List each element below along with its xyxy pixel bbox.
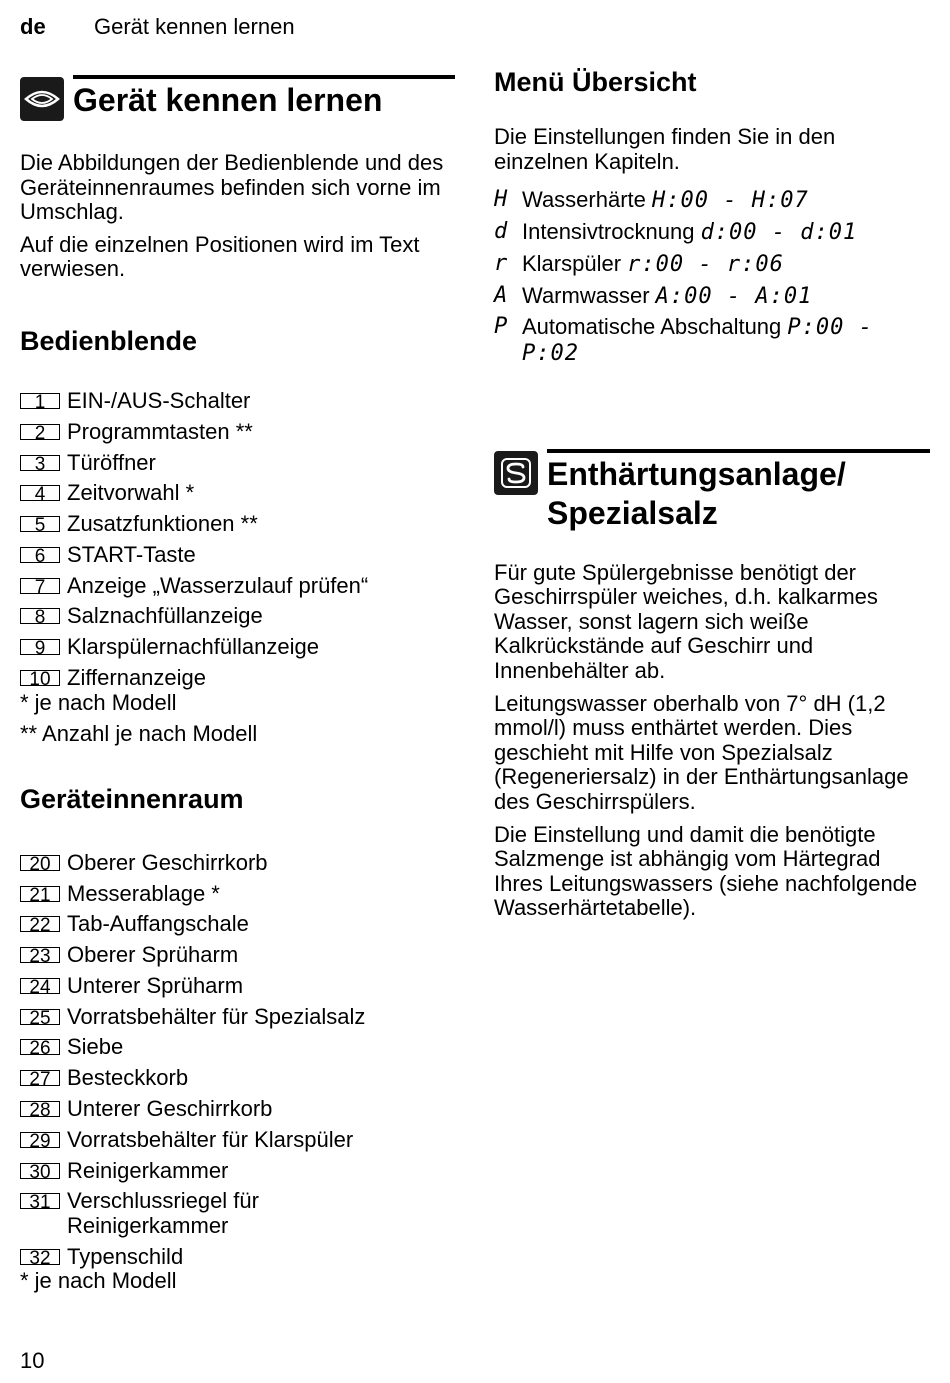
menu-list xyxy=(494,188,930,366)
footnote-model: * je nach Modell xyxy=(20,689,177,715)
menu-row-text xyxy=(522,252,784,278)
list-item xyxy=(20,451,455,476)
item-label: Türöffner xyxy=(67,449,156,475)
list-item xyxy=(20,1159,455,1184)
item-number: 5 xyxy=(20,516,60,532)
right-column xyxy=(494,66,930,929)
menu-row-warmwasser xyxy=(494,284,930,310)
list-item xyxy=(20,512,455,537)
item-label: Programmtasten ** xyxy=(67,418,253,444)
menu-row-intensivtrocknung xyxy=(494,220,930,246)
footnote-model: * je nach Modell xyxy=(20,1268,177,1294)
menu-key: H xyxy=(494,187,508,213)
menu-range: r:00 - r:06 xyxy=(627,251,784,277)
item-label: Zusatzfunktionen ** xyxy=(67,511,258,537)
item-number: 32 xyxy=(20,1249,60,1265)
item-label: Siebe xyxy=(67,1034,124,1060)
list-item xyxy=(20,974,455,999)
item-number: 2 xyxy=(20,424,60,440)
item-label: Reinigerkammer xyxy=(67,1157,229,1183)
list-item xyxy=(20,666,455,691)
list-item xyxy=(20,1128,455,1153)
eye-icon xyxy=(20,77,64,121)
menu-label: Intensivtrocknung xyxy=(522,218,695,244)
item-label: Messerablage * xyxy=(67,880,220,906)
item-label: Oberer Geschirrkorb xyxy=(67,849,268,875)
list-item xyxy=(20,882,455,907)
menu-row-text xyxy=(522,188,809,214)
innenraum-list xyxy=(20,851,455,1270)
item-number: 21 xyxy=(20,886,60,902)
heading-rule xyxy=(73,75,455,79)
item-number: 9 xyxy=(20,639,60,655)
bedienblende-title: Bedienblende xyxy=(20,325,198,356)
item-number: 7 xyxy=(20,578,60,594)
item-label: START-Taste xyxy=(67,541,196,567)
menu-range: H:00 - H:07 xyxy=(652,188,809,214)
item-label: Zeitvorwahl * xyxy=(67,480,195,506)
menu-key: d xyxy=(494,218,508,244)
intro-paragraph-2: Auf die einzelnen Positionen wird im Text verwiesen. xyxy=(20,231,420,282)
list-item xyxy=(20,420,455,445)
list-item xyxy=(20,1066,455,1091)
section-heading-salz xyxy=(494,449,930,541)
item-number: 31 xyxy=(20,1193,60,1209)
list-item xyxy=(20,1189,455,1238)
list-item xyxy=(20,1035,455,1060)
list-item xyxy=(20,943,455,968)
list-item xyxy=(20,1245,455,1270)
list-item xyxy=(20,604,455,629)
item-label: Klarspülernachfüllanzeige xyxy=(67,634,319,660)
list-item xyxy=(20,543,455,568)
heading-rule xyxy=(547,449,930,453)
salz-title: Enthärtungsanlage/ Spezialsalz xyxy=(547,455,846,531)
section-title: Gerät kennen lernen xyxy=(73,82,383,118)
item-label: Tab-Auffangschale xyxy=(67,911,249,937)
item-number: 24 xyxy=(20,978,60,994)
menu-label: Automatische Abschaltung xyxy=(522,314,782,340)
menu-row-klarspueler xyxy=(494,252,930,278)
item-number: 26 xyxy=(20,1039,60,1055)
list-item xyxy=(20,851,455,876)
item-label: Typenschild xyxy=(67,1243,184,1269)
menu-title: Menü Übersicht xyxy=(494,67,697,97)
item-label: Vorratsbehälter für Spezialsalz xyxy=(67,1003,366,1029)
list-item xyxy=(20,389,455,414)
menu-range: A:00 - A:01 xyxy=(655,283,813,309)
list-item xyxy=(20,481,455,506)
menu-label: Warmwasser xyxy=(522,282,650,308)
list-item xyxy=(20,912,455,937)
menu-row-abschaltung xyxy=(494,315,930,366)
item-number: 3 xyxy=(20,455,60,471)
list-item xyxy=(20,1097,455,1122)
intro-paragraph-1: Die Abbildungen der Bedienblende und des Geräteinnenraumes befinden sich vorne im Umschlag. xyxy=(20,150,444,225)
header-language: de xyxy=(20,14,46,39)
menu-label: Klarspüler xyxy=(522,250,622,276)
item-number: 29 xyxy=(20,1132,60,1148)
menu-range: d:00 - d:01 xyxy=(700,219,858,245)
item-number: 25 xyxy=(20,1009,60,1025)
header-title: Gerät kennen lernen xyxy=(94,14,295,39)
item-number: 20 xyxy=(20,855,60,871)
section-heading-geraet xyxy=(20,72,455,124)
bedienblende-list xyxy=(20,389,455,691)
menu-row-text xyxy=(522,220,857,246)
salz-paragraph-1: Für gute Spülergebnisse benötigt der Geschirrspüler weiches, d.h. kalkarmes Wasser, sonst lagern sich weiße Kalkrückstände auf Geschirr und Innenbehälter ab. xyxy=(494,559,878,684)
item-label: Salznachfüllanzeige xyxy=(67,603,263,629)
salt-s-icon xyxy=(494,451,538,495)
item-label: EIN-/AUS-Schalter xyxy=(67,387,251,413)
menu-key: A xyxy=(494,282,508,308)
item-label: Unterer Sprüharm xyxy=(67,972,244,998)
item-number: 28 xyxy=(20,1101,60,1117)
item-label: Anzeige „Wasserzulauf prüfen“ xyxy=(67,572,369,598)
menu-row-text xyxy=(522,315,922,366)
list-item xyxy=(20,1005,455,1030)
menu-range: P:00 - P:02 xyxy=(522,315,873,366)
menu-row-wasserhaerte xyxy=(494,188,930,214)
menu-row-text xyxy=(522,284,812,310)
page-number: 10 xyxy=(20,1348,45,1373)
footnote-count: ** Anzahl je nach Modell xyxy=(20,721,258,747)
item-label: Oberer Sprüharm xyxy=(67,942,239,968)
item-number: 22 xyxy=(20,916,60,932)
salz-paragraph-3: Die Einstellung und damit die benötigte Salzmenge ist abhängig vom Härtegrad Ihres Leitungswassers (siehe nachfolgende Wasserhärtetabelle). xyxy=(494,821,918,921)
item-number: 23 xyxy=(20,947,60,963)
item-number: 10 xyxy=(20,670,60,686)
menu-key: r xyxy=(494,250,508,276)
item-number: 1 xyxy=(20,393,60,409)
item-label: Besteckkorb xyxy=(67,1065,189,1091)
item-number: 27 xyxy=(20,1070,60,1086)
salz-paragraph-2: Leitungswasser oberhalb von 7° dH (1,2 mmol/l) muss enthärtet werden. Dies geschieht mit Hilfe von Spezialsalz (Regeneriersalz) in der Enthärtungsanlage des Geschirrspülers. xyxy=(494,690,909,815)
item-label: Unterer Geschirrkorb xyxy=(67,1096,273,1122)
item-number: 6 xyxy=(20,547,60,563)
menu-label: Wasserhärte xyxy=(522,187,646,213)
item-number: 8 xyxy=(20,608,60,624)
item-label: Ziffernanzeige xyxy=(67,665,207,690)
menu-key: P xyxy=(494,314,508,340)
list-item xyxy=(20,635,455,660)
item-label: Vorratsbehälter für Klarspüler xyxy=(67,1126,354,1152)
innenraum-title: Geräteinnenraum xyxy=(20,783,244,814)
menu-intro: Die Einstellungen finden Sie in den einzelnen Kapiteln. xyxy=(494,124,836,174)
item-label: Verschlussriegel für Reinigerkammer xyxy=(67,1188,259,1238)
item-number: 30 xyxy=(20,1163,60,1179)
left-column xyxy=(20,72,455,1294)
item-number: 4 xyxy=(20,485,60,501)
list-item xyxy=(20,574,455,599)
